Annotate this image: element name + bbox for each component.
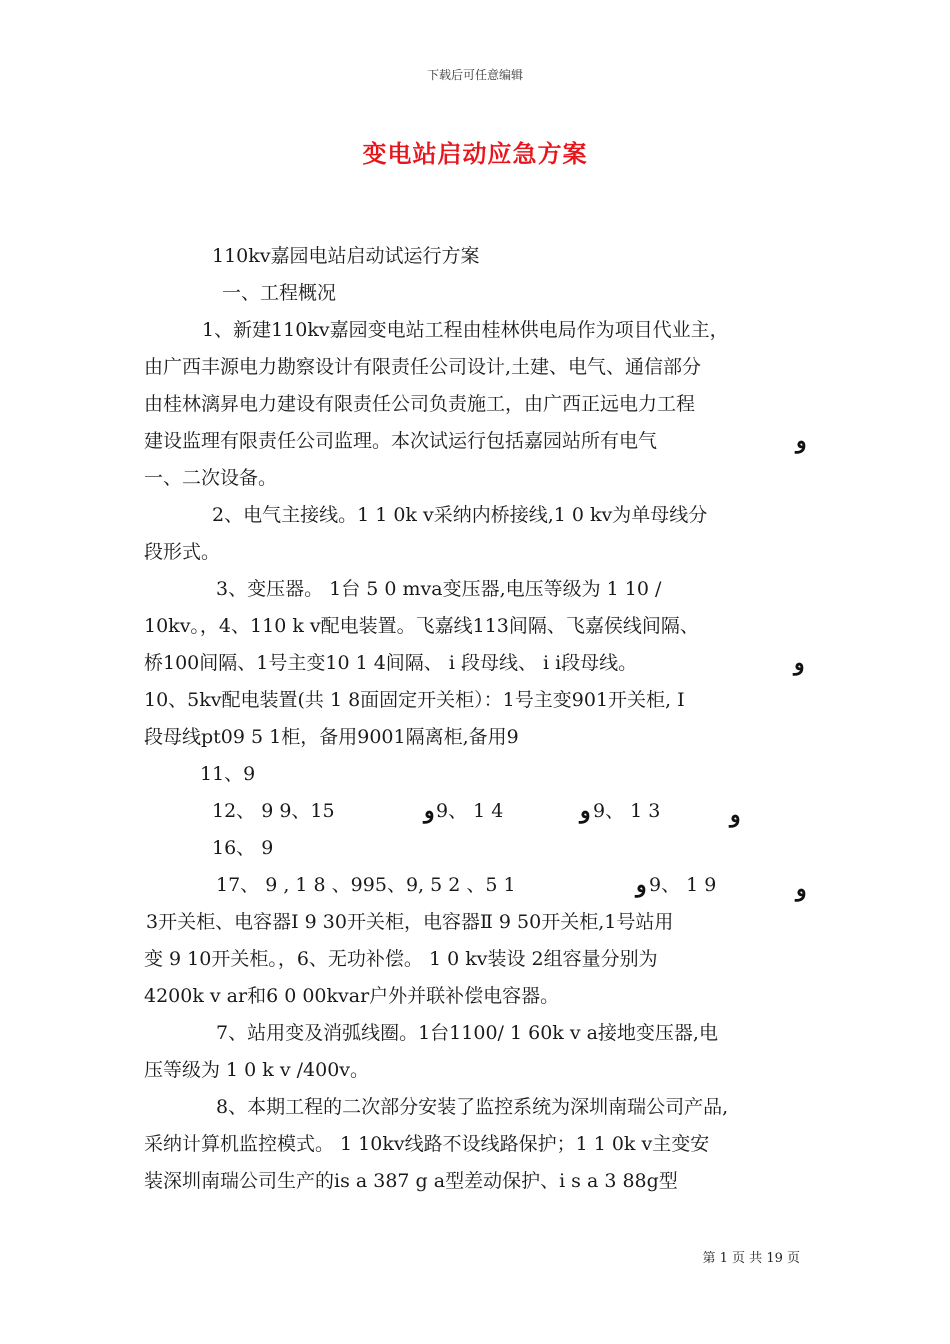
- paragraph-line: 4200k v ar和6 0 00kvar户外并联补偿电容器。: [144, 985, 560, 1007]
- stray-mark-glyph: و: [794, 650, 805, 676]
- paragraph-line: 10kv。，4、110 k v配电装置。飞嘉线113间隔、飞嘉侯线间隔、: [144, 615, 699, 637]
- paragraph-line: 采纳计算机监控模式。 1 10kv线路不设线路保护；1 1 0k v主变安: [144, 1133, 710, 1155]
- paragraph-line: 7、站用变及消弧线圈。1台1100/ 1 60k v a接地变压器,电: [216, 1022, 718, 1044]
- paragraph-fragment: 9、 1 3: [593, 800, 661, 822]
- stray-mark-glyph: و: [796, 428, 807, 454]
- page-number: 第 1 页 共 19 页: [702, 1251, 800, 1266]
- paragraph-line: 2、电气主接线。1 1 0k v采纳内桥接线,1 0 kv为单母线分: [212, 504, 708, 526]
- stray-mark-glyph: و: [730, 802, 741, 828]
- stray-mark-glyph: و: [796, 876, 807, 902]
- paragraph-line: 3、变压器。 1台 5 0 mva变压器,电压等级为 1 10 /: [216, 578, 662, 600]
- paragraph-line: 11、9: [200, 763, 256, 785]
- paragraph-line: 1、新建110kv嘉园变电站工程由桂林供电局作为项目代业主，: [202, 319, 729, 341]
- subtitle-line: 110kv嘉园电站启动试运行方案: [212, 245, 480, 267]
- paragraph-line: 由桂林漓昇电力建设有限责任公司负责施工，由广西正远电力工程: [144, 393, 696, 415]
- paragraph-line: 一、二次设备。: [144, 467, 278, 489]
- header-note: 下载后可任意编辑: [426, 68, 523, 82]
- document-title: 变电站启动应急方案: [362, 139, 588, 168]
- paragraph-line: 桥100间隔、1号主变10 1 4间隔、 i 段母线、 i i段母线。: [144, 652, 638, 674]
- paragraph-line: 由广西丰源电力勘察设计有限责任公司设计,土建、电气、通信部分: [144, 356, 702, 378]
- paragraph-line: 建设监理有限责任公司监理。本次试运行包括嘉园站所有电气: [144, 430, 658, 452]
- paragraph-line: 12、 9 9、15: [212, 800, 335, 822]
- paragraph-line: 段形式。: [144, 541, 221, 563]
- stray-mark-glyph: و: [636, 872, 647, 898]
- paragraph-line: 17、 9 , 1 8 、995、9, 5 2 、5 1: [216, 874, 516, 896]
- paragraph-line: 8、本期工程的二次部分安装了监控系统为深圳南瑞公司产品,: [216, 1096, 729, 1118]
- stray-mark-glyph: و: [424, 798, 435, 824]
- paragraph-fragment: 9、 1 9: [649, 874, 717, 896]
- paragraph-line: 16、 9: [212, 837, 274, 859]
- paragraph-line: 装深圳南瑞公司生产的is a 387 g a型差动保护、i s a 3 88g型: [144, 1170, 678, 1192]
- paragraph-fragment: 9、 1 4: [436, 800, 504, 822]
- paragraph-line: 3开关柜、电容器Ⅰ 9 30开关柜，电容器Ⅱ 9 50开关柜,1号站用: [146, 911, 674, 933]
- paragraph-line: 压等级为 1 0 k v /400v。: [144, 1059, 370, 1081]
- stray-mark-glyph: و: [580, 798, 591, 824]
- paragraph-line: 段母线pt09 5 1柜，备用9001隔离柜,备用9: [144, 726, 519, 748]
- paragraph-line: 10、5kv配电装置(共 1 8面固定开关柜）：1号主变901开关柜, I: [144, 689, 685, 711]
- paragraph-line: 变 9 10开关柜。，6、无功补偿。 1 0 kv装设 2组容量分别为: [144, 948, 658, 970]
- section-heading: 一、工程概况: [222, 282, 337, 304]
